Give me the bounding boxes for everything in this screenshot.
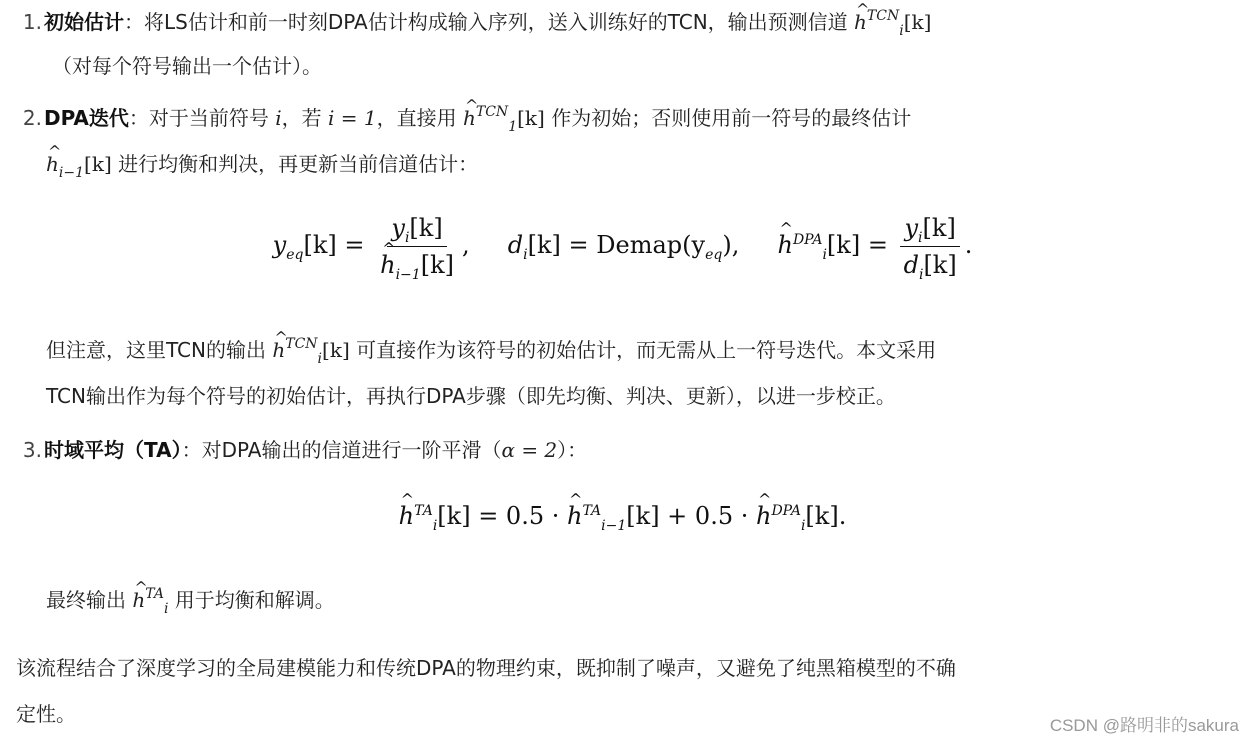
math-symbol: y bbox=[391, 214, 405, 242]
math-index: [k] bbox=[923, 251, 957, 279]
math-text: [k] + 0.5 · bbox=[626, 502, 749, 530]
item-title: 初始估计 bbox=[44, 10, 124, 34]
math-sub: i bbox=[163, 601, 169, 617]
item-text: 作为初始；否则使用前一符号的最终估计 bbox=[551, 106, 912, 130]
math-sub: i bbox=[404, 230, 410, 246]
list-number: 2. bbox=[22, 106, 42, 130]
math-symbol: h bbox=[380, 251, 396, 279]
math-index: [k] bbox=[409, 214, 443, 242]
item-text: 用于均衡和解调。 bbox=[174, 588, 335, 612]
final-output-line bbox=[46, 580, 335, 620]
colon: ： bbox=[128, 106, 149, 130]
colon: ： bbox=[181, 438, 202, 462]
math-sub: i bbox=[822, 247, 827, 263]
item-text: 最终输出 bbox=[46, 588, 126, 612]
math-h-hat bbox=[756, 502, 771, 530]
conclusion-line-2: 定性。 bbox=[16, 702, 76, 726]
item-text: 将LS估计和前一时刻DPA估计构成输入序列，送入训练好的TCN，输出预测信道 bbox=[144, 10, 848, 34]
math-symbol: y bbox=[904, 214, 919, 242]
list-number: 1. bbox=[22, 10, 42, 34]
fraction bbox=[376, 214, 458, 283]
item-title: DPA迭代 bbox=[44, 106, 129, 130]
math-sub: i bbox=[317, 351, 323, 367]
math-sup: DPA bbox=[771, 503, 801, 519]
math-symbol: h bbox=[462, 106, 476, 130]
equation-ta bbox=[0, 502, 1245, 534]
math-text: [k]. bbox=[805, 502, 847, 530]
note-line-2: TCN输出作为每个符号的初始估计，再执行DPA步骤（即先均衡、判决、更新），以进一步校正。 bbox=[46, 384, 896, 408]
fraction bbox=[900, 214, 961, 283]
math-text: [k] = bbox=[303, 231, 365, 259]
math-sub: i bbox=[918, 267, 924, 283]
item-text: 进行均衡和判决，再更新当前信道估计： bbox=[118, 152, 479, 176]
math-sup: TA bbox=[582, 503, 602, 519]
math-condition: i = 1 bbox=[328, 106, 377, 130]
math-text: ), bbox=[722, 231, 740, 259]
item-title: 时域平均（TA） bbox=[44, 438, 182, 462]
math-alpha: α = 2 bbox=[501, 438, 558, 462]
math-index: [k] bbox=[922, 214, 956, 242]
item-text: 对于当前符号 bbox=[148, 106, 269, 130]
watermark: CSDN @路明非的sakura bbox=[1049, 716, 1239, 735]
math-symbol: h bbox=[755, 502, 772, 530]
list-item-1 bbox=[0, 2, 1245, 42]
item-text: ）： bbox=[557, 438, 588, 462]
math-index: [k] bbox=[903, 10, 932, 34]
math-symbol: h bbox=[272, 338, 286, 362]
math-sub: i−1 bbox=[601, 518, 627, 534]
math-h-hat bbox=[854, 2, 867, 42]
math-sup: TCN bbox=[475, 104, 509, 120]
math-sub: i bbox=[800, 518, 806, 534]
math-index: [k] bbox=[420, 251, 454, 279]
math-sub: eq bbox=[286, 247, 304, 263]
math-symbol: h bbox=[132, 588, 146, 612]
math-h-hat bbox=[399, 502, 414, 530]
item-body bbox=[44, 430, 1224, 470]
math-text: [k] = 0.5 · bbox=[437, 502, 560, 530]
conclusion-line-1: 该流程结合了深度学习的全局建模能力和传统DPA的物理约束，既抑制了噪声，又避免了纯黑箱模型的不确 bbox=[16, 656, 956, 680]
item-continuation bbox=[46, 144, 478, 184]
math-sub: 1 bbox=[508, 119, 518, 135]
math-sup: TCN bbox=[866, 8, 900, 24]
math-sub: eq bbox=[705, 247, 723, 263]
math-sub: i−1 bbox=[395, 267, 421, 283]
item-body bbox=[44, 2, 1224, 42]
math-h-hat bbox=[46, 144, 59, 184]
math-text: [k] = bbox=[826, 231, 888, 259]
math-text: . bbox=[964, 231, 973, 259]
math-h-hat bbox=[777, 231, 792, 259]
math-h-hat bbox=[463, 98, 476, 138]
math-h-hat bbox=[272, 330, 285, 370]
item-body bbox=[44, 98, 1224, 138]
list-number: 3. bbox=[22, 438, 42, 462]
math-symbol: h bbox=[567, 502, 583, 530]
math-h-hat bbox=[567, 502, 582, 530]
math-text: [k] = Demap(y bbox=[527, 231, 706, 259]
item-continuation: （对每个符号输出一个估计）。 bbox=[52, 54, 322, 78]
list-item-2 bbox=[0, 98, 1245, 138]
math-symbol: h bbox=[46, 152, 59, 176]
math-sub: i bbox=[523, 247, 528, 263]
math-sub: i bbox=[918, 230, 923, 246]
math-h-hat bbox=[380, 251, 395, 279]
math-symbol: y bbox=[272, 231, 287, 259]
math-symbol: d bbox=[507, 231, 524, 259]
math-index: [k] bbox=[84, 152, 112, 176]
math-index: [k] bbox=[322, 338, 350, 362]
math-sup: TA bbox=[145, 586, 164, 602]
math-var: i bbox=[275, 106, 282, 130]
item-text: ，若 bbox=[281, 106, 322, 130]
math-symbol: h bbox=[398, 502, 415, 530]
colon: ： bbox=[124, 10, 144, 34]
equation-dpa bbox=[0, 214, 1245, 283]
item-text: ，直接用 bbox=[376, 106, 457, 130]
note-text: 可直接作为该符号的初始估计，而无需从上一符号迭代。本文采用 bbox=[356, 338, 937, 362]
note-line-1 bbox=[46, 330, 936, 370]
math-sup: TA bbox=[414, 503, 433, 519]
note-text: 但注意，这里TCN的输出 bbox=[46, 338, 266, 362]
list-item-3 bbox=[0, 430, 1245, 470]
math-symbol: h bbox=[777, 231, 793, 259]
math-symbol: d bbox=[903, 251, 919, 279]
math-sup: DPA bbox=[792, 232, 823, 248]
math-sub: i bbox=[432, 518, 438, 534]
math-text: , bbox=[461, 231, 470, 259]
math-symbol: h bbox=[854, 10, 867, 34]
math-sub: i bbox=[899, 23, 904, 39]
math-sub: i−1 bbox=[58, 165, 85, 181]
item-text: 对DPA输出的信道进行一阶平滑（ bbox=[201, 438, 502, 462]
math-index: [k] bbox=[517, 106, 545, 130]
math-sup: TCN bbox=[285, 336, 318, 352]
math-h-hat bbox=[132, 580, 145, 620]
